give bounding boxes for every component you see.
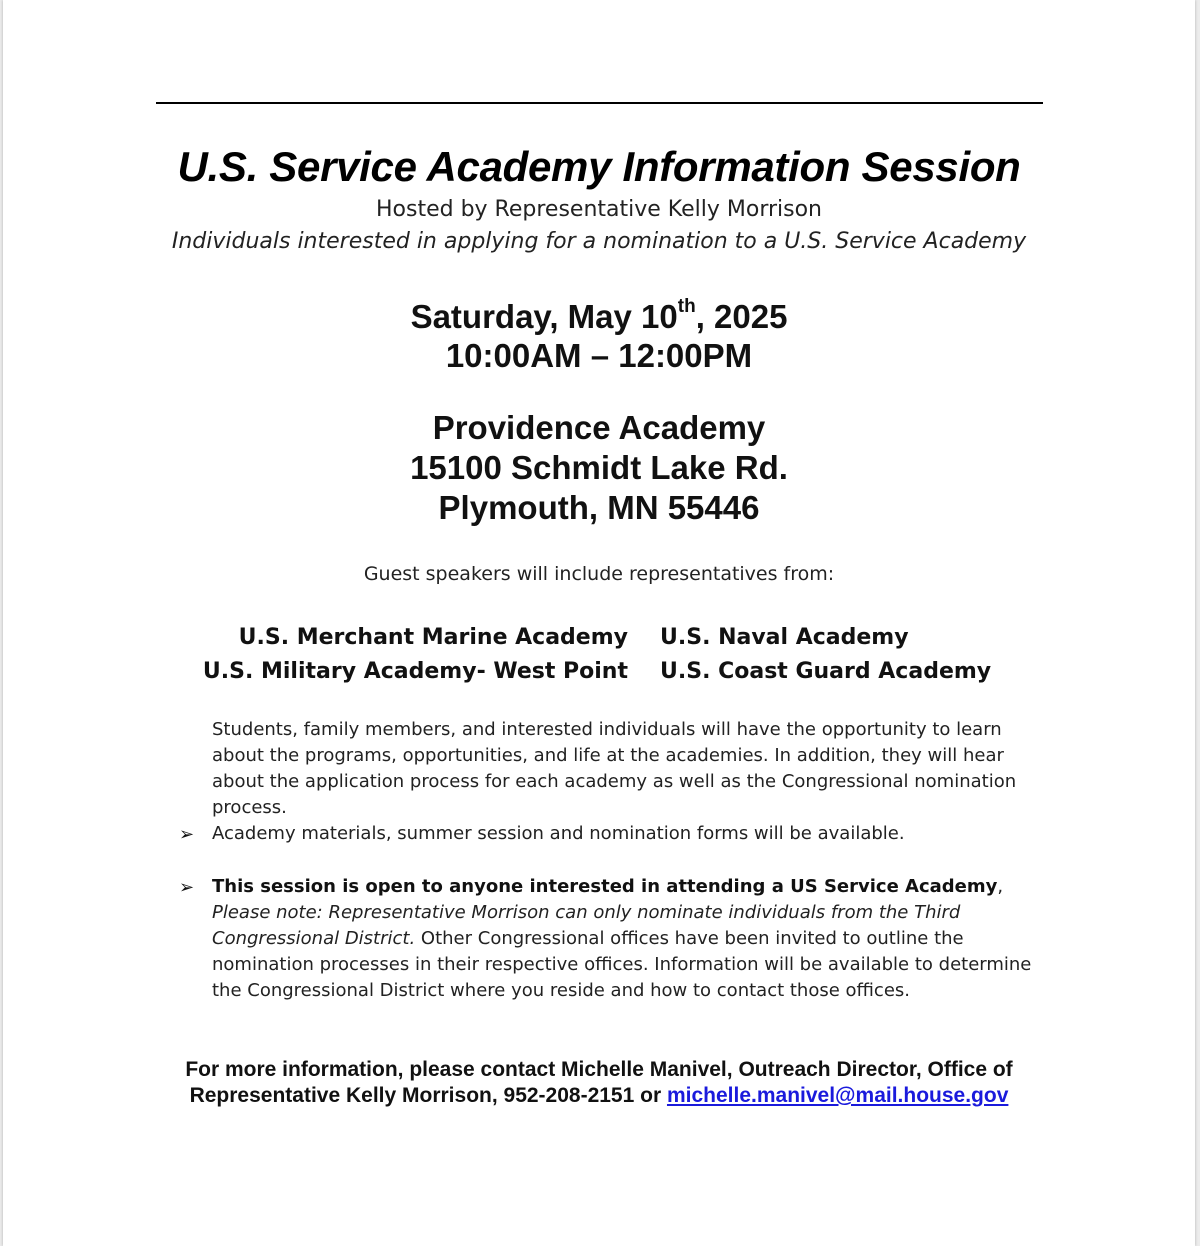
audience-line: Individuals interested in applying for a nomination to a U.S. Service Academy: [171, 229, 1027, 254]
contact-info: [3, 1057, 1195, 1109]
event-date-suffix: , 2025: [695, 298, 788, 335]
top-divider: [156, 102, 1043, 104]
arrow-bullet-icon: ➢: [179, 877, 195, 897]
hosted-by: Hosted by Representative Kelly Morrison: [375, 197, 822, 222]
document-page: [3, 0, 1195, 1246]
page-title: U.S. Service Academy Information Session: [177, 143, 1021, 190]
academy-coast-guard: U.S. Coast Guard Academy: [660, 659, 992, 684]
description-paragraph: Students, family members, and interested individuals will have the opportunity to learn about the programs, opportunities, and life at the academies. In addition, they will hear about the application process for each academy as well as the Congressional nomination process.: [212, 719, 1017, 818]
contact-email-link[interactable]: michelle.manivel@mail.house.gov: [666, 1084, 1009, 1107]
event-date: [3, 297, 1195, 337]
event-date-ordinal: th: [677, 296, 696, 317]
bullet-open-session: [212, 874, 1052, 1004]
contact-line-2-prefix: Representative Kelly Morrison, 952-208-2151 or: [189, 1084, 667, 1107]
event-time: 10:00AM – 12:00PM: [445, 337, 753, 374]
contact-line-1: For more information, please contact Michelle Manivel, Outreach Director, Office of: [185, 1058, 1013, 1081]
venue-city: Plymouth, MN 55446: [438, 489, 760, 526]
academy-naval: U.S. Naval Academy: [660, 625, 909, 650]
venue-name: Providence Academy: [432, 409, 766, 446]
event-date-prefix: Saturday, May 10: [410, 298, 678, 335]
academy-military-west-point: U.S. Military Academy- West Point: [202, 659, 628, 684]
bullet-open-session-comma: ,: [997, 876, 1004, 897]
bullet-open-session-rest: Other Congressional offices have been invited to outline the nomination processes in their respective offices. Information will be available to determine the Congressional District where you reside and how to contact those offices.: [212, 928, 1032, 1001]
bullet-materials: Academy materials, summer session and nomination forms will be available.: [212, 823, 905, 844]
guest-speakers-intro: Guest speakers will include representatives from:: [363, 563, 835, 585]
arrow-bullet-icon: ➢: [179, 824, 195, 844]
bullet-open-session-bold: This session is open to anyone interested in attending a US Service Academy: [212, 876, 998, 897]
academy-merchant-marine: U.S. Merchant Marine Academy: [238, 625, 628, 650]
contact-line-2: [3, 1083, 1195, 1109]
venue-street: 15100 Schmidt Lake Rd.: [410, 449, 788, 486]
bullet-open-session-note: Please note: Representative Morrison can only nominate individuals from the Third Congressional District.: [212, 902, 961, 949]
